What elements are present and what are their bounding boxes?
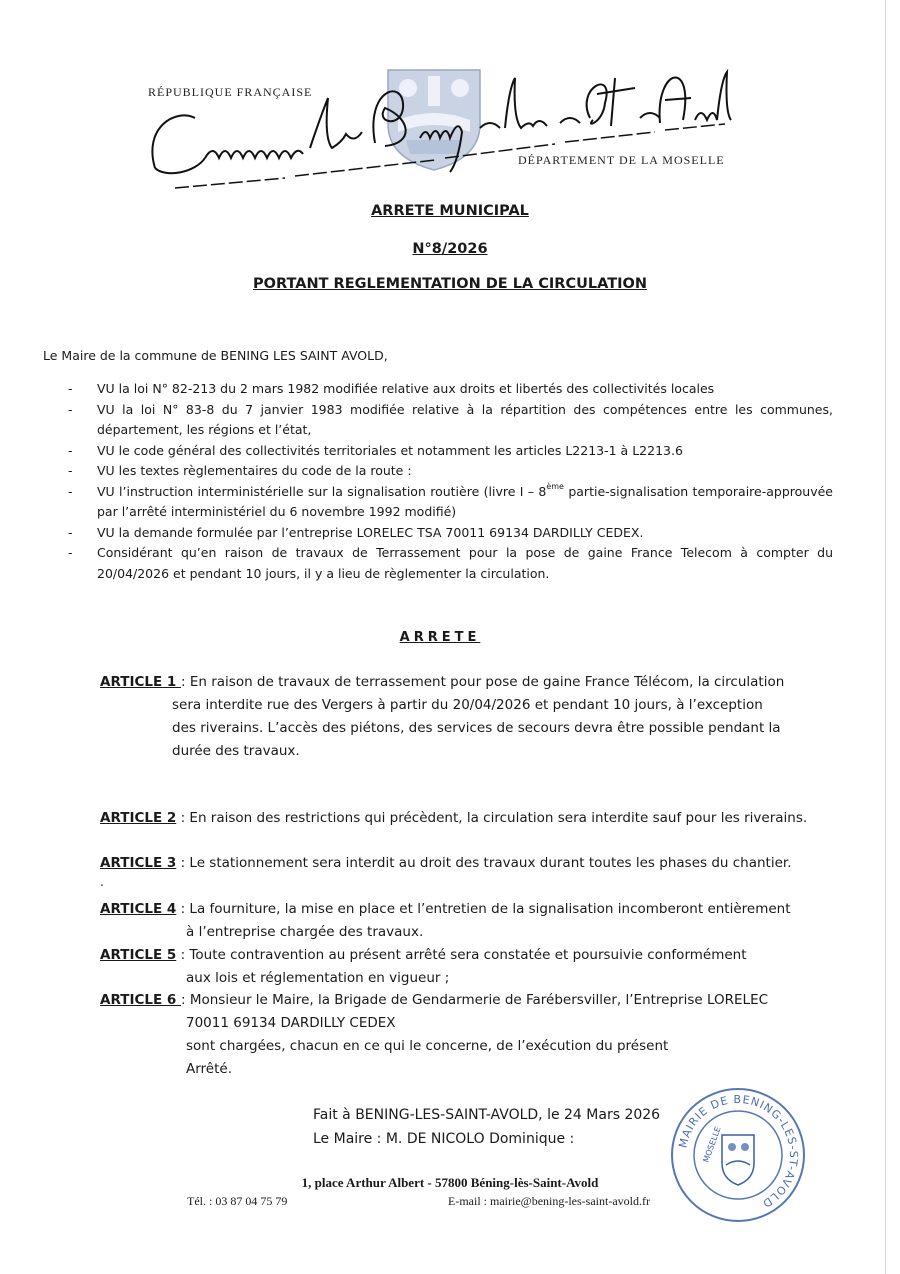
- article-line: : En raison de travaux de terrassement pour pose de gaine France Télécom, la circulation: [181, 674, 785, 690]
- signature-block: [313, 1103, 660, 1151]
- vu-item-text: VU l’instruction interministérielle sur la signalisation routière (livre I – 8: [97, 483, 547, 499]
- commune-signature: [135, 48, 735, 198]
- maire-line: Le Maire : M. DE NICOLO Dominique :: [313, 1131, 575, 1147]
- footer-address: 1, place Arthur Albert - 57800 Béning-lès-Saint-Avold: [301, 1175, 599, 1190]
- list-dash: -: [68, 524, 73, 540]
- article-line: des riverains. L’accès des piétons, des services de secours devra être possible pendant la: [172, 720, 781, 736]
- vu-item: [68, 379, 833, 400]
- republique-francaise-label: RÉPUBLIQUE FRANÇAISE: [148, 85, 313, 99]
- stray-dot: .: [100, 875, 104, 889]
- list-dash: -: [68, 381, 73, 396]
- vu-item: [68, 400, 833, 441]
- vu-item-text: VU la demande formulée par l’entreprise LORELEC TSA 70011 69134 DARDILLY CEDEX.: [97, 524, 644, 540]
- vu-item-text: partie-signalisation temporaire-approuvée par l’arrêté interministériel du 6 novembre 1992 modifié): [97, 483, 833, 519]
- title-numero: N°8/2026: [412, 241, 488, 257]
- vu-item: [68, 523, 833, 544]
- mairie-stamp-icon: [668, 1085, 808, 1225]
- article-line: : En raison des restrictions qui précèdent, la circulation sera interdite sauf pour les riverains.: [176, 810, 808, 826]
- vu-item-text: Considérant qu’en raison de travaux de Terrassement pour la pose de gaine France Telecom à compter du 20/04/2026 et pendant 10 jours, il y a lieu de règlementer la circulation.: [97, 545, 833, 581]
- list-dash: -: [68, 483, 73, 499]
- stamp-side-text: MOSELLE: [701, 1125, 723, 1164]
- list-dash: -: [68, 442, 73, 458]
- departement-label: DÉPARTEMENT DE LA MOSELLE: [518, 153, 725, 167]
- article-2: [100, 807, 835, 830]
- footer-email: E-mail : mairie@bening-les-saint-avold.fr: [448, 1194, 650, 1208]
- article-label: ARTICLE 4: [100, 901, 177, 917]
- article-line: : Monsieur le Maire, la Brigade de Gendarmerie de Farébersviller, l’Entreprise LORELEC: [181, 992, 769, 1008]
- article-label: ARTICLE 3: [100, 855, 177, 871]
- article-label: ARTICLE 6: [100, 992, 181, 1008]
- arrete-heading: ARRETE: [399, 630, 481, 645]
- list-dash: -: [68, 545, 73, 560]
- article-1: [100, 671, 835, 763]
- article-3: [100, 852, 835, 875]
- letterhead: [0, 0, 900, 200]
- vu-item-text: VU la loi N° 82-213 du 2 mars 1982 modifiée relative aux droits et libertés des collectivités locales: [97, 381, 715, 396]
- article-line: Arrêté.: [186, 1061, 232, 1077]
- article-line: aux lois et réglementation en vigueur ;: [186, 970, 450, 986]
- article-4: [100, 898, 835, 944]
- footer-telephone: Tél. : 03 87 04 75 79: [187, 1194, 288, 1208]
- vu-item-text: VU le code général des collectivités territoriales et notamment les articles L2213-1 à L2213.6: [97, 442, 683, 458]
- title-arrete-municipal: ARRETE MUNICIPAL: [371, 203, 529, 219]
- vu-list: [68, 379, 833, 584]
- article-line: durée des travaux.: [172, 743, 300, 759]
- superscript: ème: [546, 481, 564, 491]
- vu-item-text: VU les textes règlementaires du code de la route :: [97, 463, 412, 478]
- vu-item: [68, 482, 833, 523]
- article-line: : Toute contravention au présent arrêté sera constatée et poursuivie conformément: [176, 947, 747, 963]
- vu-item: [68, 461, 833, 482]
- article-line: : La fourniture, la mise en place et l’entretien de la signalisation incomberont entièrement: [176, 901, 791, 917]
- vu-item: [68, 441, 833, 462]
- fait-a-line: Fait à BENING-LES-SAINT-AVOLD, le 24 Mars 2026: [313, 1107, 661, 1123]
- article-label: ARTICLE 1: [100, 674, 181, 690]
- article-line: 70011 69134 DARDILLY CEDEX: [186, 1015, 396, 1031]
- vu-item-text: VU la loi N° 83-8 du 7 janvier 1983 modifiée relative à la répartition des compétences entre les communes, département, les régions et l’état,: [97, 401, 833, 437]
- article-5: [100, 944, 835, 990]
- article-6: [100, 989, 835, 1081]
- article-label: ARTICLE 5: [100, 947, 177, 963]
- article-line: sont chargées, chacun en ce qui le concerne, de l’exécution du présent: [186, 1038, 669, 1054]
- article-line: : Le stationnement sera interdit au droit des travaux durant toutes les phases du chantier.: [176, 855, 792, 871]
- article-label: ARTICLE 2: [100, 810, 177, 826]
- stamp-ring-text: MAIRIE DE BENING-LES-ST-AVOLD: [676, 1092, 801, 1211]
- article-line: à l’entreprise chargée des travaux.: [186, 924, 424, 940]
- list-dash: -: [68, 463, 73, 478]
- list-dash: -: [68, 401, 73, 417]
- article-line: sera interdite rue des Vergers à partir du 20/04/2026 et pendant 10 jours, à l’exception: [172, 697, 763, 713]
- title-objet: PORTANT REGLEMENTATION DE LA CIRCULATION: [253, 276, 647, 292]
- vu-item: [68, 543, 833, 584]
- intro-text: Le Maire de la commune de BENING LES SAINT AVOLD,: [43, 348, 388, 363]
